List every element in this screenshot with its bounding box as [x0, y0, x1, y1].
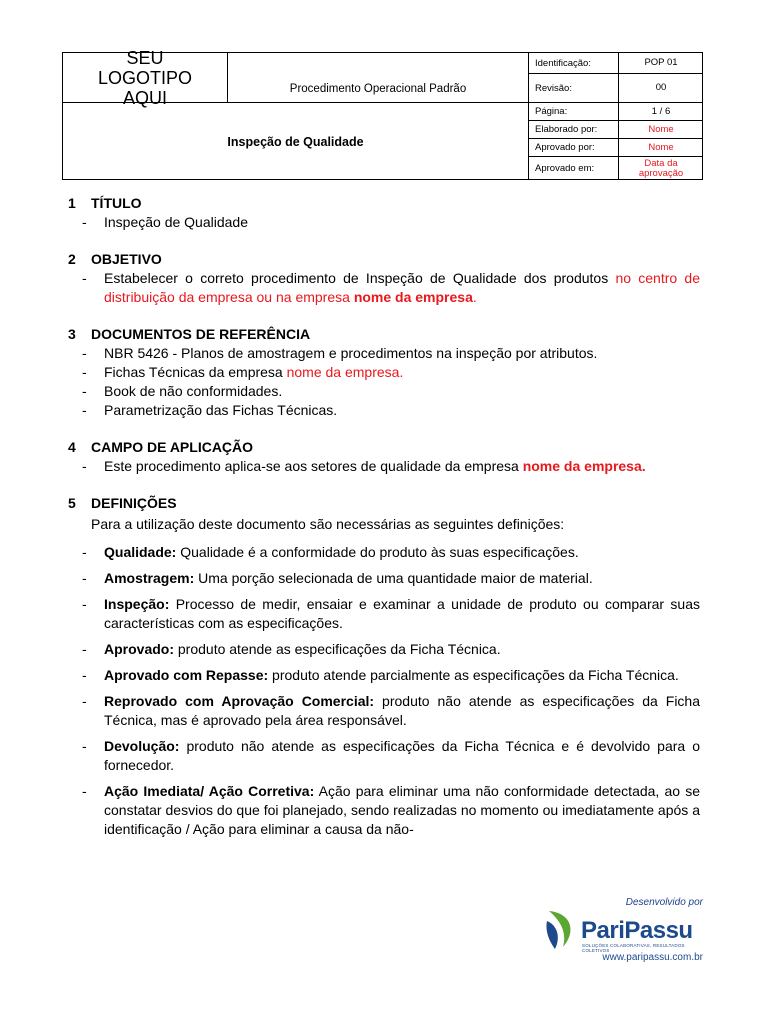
meta-row-identificacao: Identificação: POP 01	[529, 53, 703, 74]
developed-by-label: Desenvolvido por	[625, 897, 703, 908]
definition-item: - Amostragem: Uma porção selecionada de uma quantidade maior de material.	[82, 570, 593, 586]
definition-item: - Inspeção: Processo de medir, ensaiar e examinar a unidade de produto ou comparar suas características com as especificações.	[82, 596, 700, 631]
list-item: - Este procedimento aplica-se aos setores de qualidade da empresa nome da empresa.	[82, 458, 646, 474]
paripassu-leaf-icon	[545, 907, 579, 951]
website-url[interactable]: www.paripassu.com.br	[602, 952, 703, 963]
section-heading: 5 DEFINIÇÕES	[68, 495, 177, 511]
meta-row-aprovado-em: Aprovado em: Data da aprovação	[529, 157, 703, 180]
definition-item: - Ação Imediata/ Ação Corretiva: Ação para eliminar uma não conformidade detectada, ao se constatar desvios do que foi planejado, sendo realizadas no momento ou imediatamente após a identificação / Ação para eliminar a causa da não-	[82, 783, 700, 837]
definition-item: - Aprovado com Repasse: produto atende parcialmente as especificações da Ficha Técnica.	[82, 667, 679, 683]
brand-tagline: SOLUÇÕES COLABORATIVAS, RESULTADOS COLETIVOS	[582, 943, 685, 953]
list-item: - Inspeção de Qualidade	[82, 214, 248, 230]
list-item: - Estabelecer o correto procedimento de Inspeção de Qualidade dos produtos no centro de distribuição da empresa ou na empresa nome da empresa.	[82, 270, 701, 305]
definition-item: - Qualidade: Qualidade é a conformidade do produto às suas especificações.	[82, 544, 579, 560]
section-heading: 4 CAMPO DE APLICAÇÃO	[68, 439, 254, 455]
definitions-intro: Para a utilização deste documento são necessárias as seguintes definições:	[91, 516, 565, 532]
section-titulo	[68, 194, 700, 232]
meta-row-revisao: Revisão: 00	[529, 74, 703, 103]
list-item: - Parametrização das Fichas Técnicas.	[82, 402, 338, 418]
definition-item: - Aprovado: produto atende as especificações da Ficha Técnica.	[82, 641, 501, 657]
section-heading: 3 DOCUMENTOS DE REFERÊNCIA	[68, 326, 311, 342]
section-heading: 2 OBJETIVO	[68, 251, 162, 267]
section-objetivo	[68, 250, 700, 307]
section-definicoes	[68, 494, 700, 839]
section-heading: 1 TÍTULO	[68, 195, 142, 211]
definition-item: - Devolução: produto não atende as especificações da Ficha Técnica e é devolvido para o fornecedor.	[82, 738, 700, 773]
logo-placeholder: SEU LOGOTIPO AQUI	[63, 53, 228, 103]
section-campo-aplicacao	[68, 438, 700, 476]
section-documentos	[68, 325, 700, 420]
meta-row-aprovado-por: Aprovado por: Nome	[529, 139, 703, 157]
list-item: - Book de não conformidades.	[82, 383, 283, 399]
meta-row-pagina: Página: 1 / 6	[529, 103, 703, 121]
doc-type: Procedimento Operacional Padrão	[228, 53, 529, 103]
document-header-table	[62, 47, 703, 180]
list-item: - Fichas Técnicas da empresa nome da empresa.	[82, 364, 404, 380]
meta-row-elaborado: Elaborado por: Nome	[529, 121, 703, 139]
doc-title: Inspeção de Qualidade	[63, 103, 529, 180]
definition-item: - Reprovado com Aprovação Comercial: produto não atende as especificações da Ficha Técnica, mas é aprovado pela área responsável.	[82, 693, 701, 728]
brand-name: PariPassu	[581, 917, 693, 944]
footer-branding	[545, 897, 703, 967]
list-item: - NBR 5426 - Planos de amostragem e procedimentos na inspeção por atributos.	[82, 345, 598, 361]
document-body	[68, 194, 700, 857]
